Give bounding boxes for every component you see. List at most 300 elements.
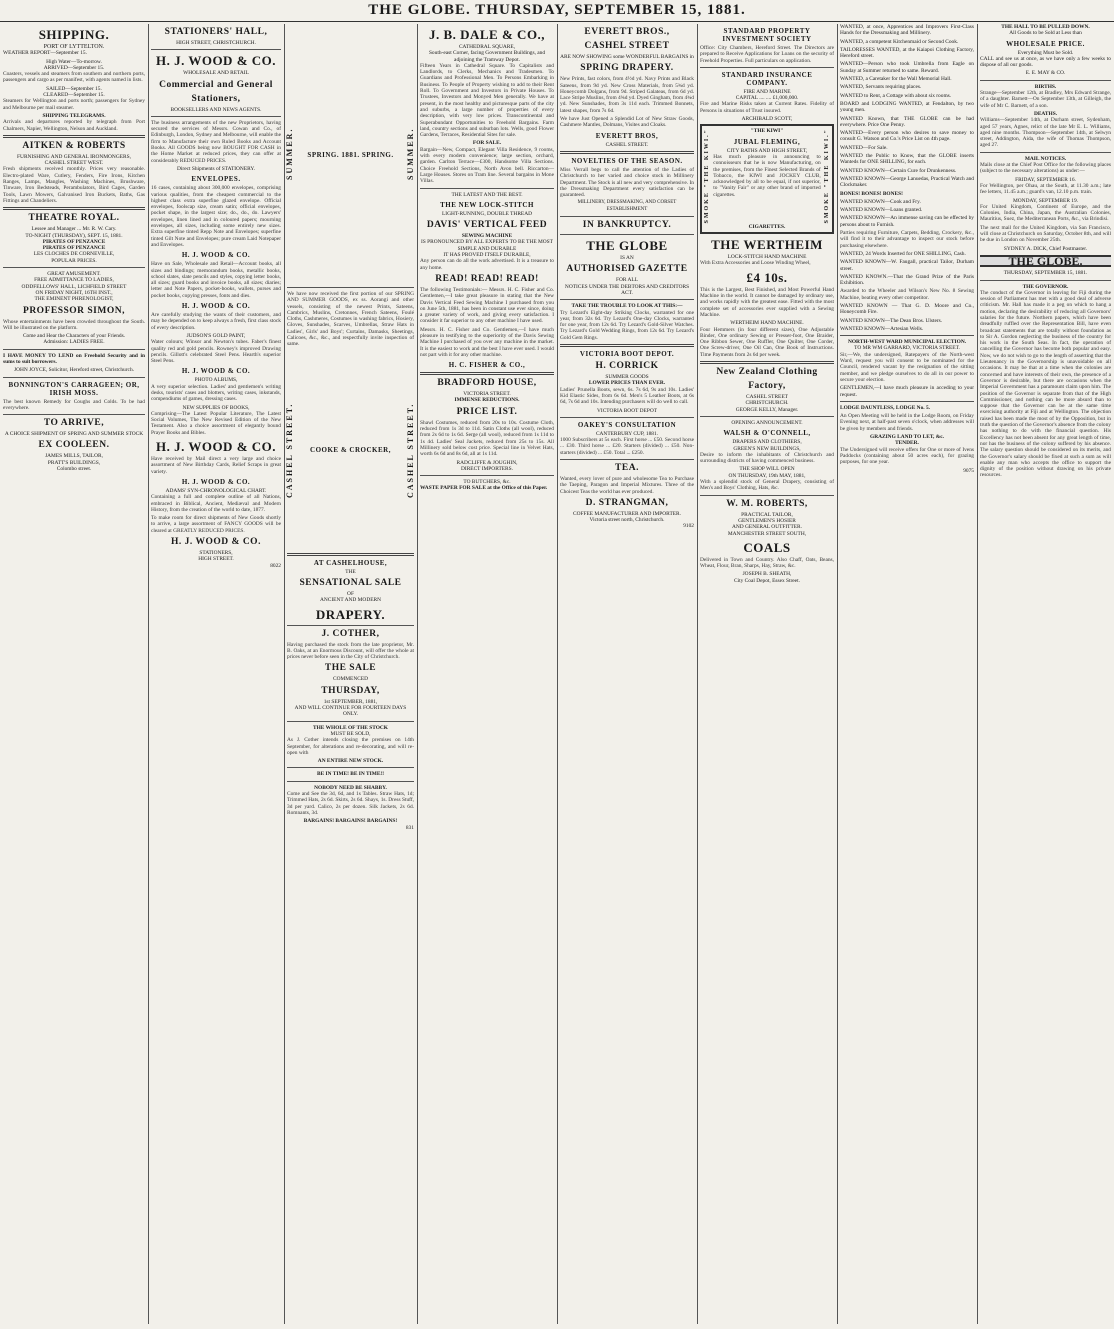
divider bbox=[420, 475, 554, 476]
money-signature: JOHN JOYCE, Solicitor, Hereford street, Christchurch. bbox=[13, 367, 134, 374]
column-5 bbox=[557, 24, 697, 1324]
victoria-street: VICTORIA STREET. bbox=[463, 391, 511, 398]
divider bbox=[3, 267, 145, 268]
divider bbox=[700, 361, 834, 364]
immense-reductions: IMMENSE REDUCTIONS. bbox=[454, 397, 520, 404]
cooke-crocker-block bbox=[287, 350, 414, 550]
divider bbox=[287, 767, 414, 768]
filler-text: For United Kingdom, Continent of Europe, and the Colonies, India, China, Japan, the Australian Colonies, Mauritius, Suez, the Mediterranean Ports, &c., via Brindisi. bbox=[980, 203, 1111, 223]
filler-text: Messrs. H. C. Fisher and Co. Gentlemen,—I have much pleasure in testifying to the superiority of the Davis Sewing Machine I purchased of you over any machine in the market. It is the easiest to work and the best I have ever used. I would not part with it for any other machine. bbox=[420, 326, 554, 358]
archibald-scott: ARCHIBALD SCOTT, bbox=[741, 116, 793, 123]
postmaster: SYDNEY A. DICK, Chief Postmaster. bbox=[1003, 245, 1088, 252]
strangman-sub: COFFEE MANUFACTURER AND IMPORTER. bbox=[572, 510, 681, 517]
divider bbox=[287, 625, 414, 626]
theatre-heading: THEATRE ROYAL. bbox=[28, 213, 120, 224]
kiwi-ad-box bbox=[700, 124, 834, 234]
wanted-3: WANTED—Person who took Umbrella from Eagle on Sunday at Summer returned to same. Reward. bbox=[840, 61, 974, 74]
theatre-tonight: TO-NIGHT (THURSDAY), SEPT. 15, 1881. bbox=[25, 232, 123, 239]
read-read: READ! READ! READ! bbox=[435, 273, 539, 284]
stationers-3: STATIONERS, bbox=[199, 550, 233, 557]
filler-text: Are carefully studying the wants of their customers, and may be depended on to keep always a fresh, first class stock of every description. bbox=[151, 312, 281, 331]
theatre-lessee: Lessee and Manager ... Mr. R. W. Cary. bbox=[31, 226, 117, 233]
christchurch: CHRISTCHURCH. bbox=[745, 400, 789, 407]
direct-shipments: Direct Shipments of STATIONERY. bbox=[177, 165, 255, 172]
filler-text: For Wellington, per Ohau, at the South, at 11.30 a.m.; late fee letters, 11.45 a.m.; guard's van, 12.10 p.m. train. bbox=[980, 182, 1111, 196]
filler-text: The best known Remedy for Coughs and Colds. To be had everywhere. bbox=[3, 398, 145, 411]
filler-text: Strange—September 12th, at Bradley, Mrs Edward Strange, of a daughter. Barnett—On September 13th, at Gilleigh, the wife of Mr C. Barnett, of a son. bbox=[980, 90, 1111, 109]
filler-text: Desire to inform the inhabitants of Christchurch and surrounding districts of having commenced business. bbox=[700, 451, 834, 465]
filler-text: Bargain—New, Compact, Elegant Villa Residence, 9 rooms, with every modern convenience; large section, orchard, garden. Carlton Terrace—£300, Handsome Villa Sections. Choice Freehold Sections, North Avon bell. Riccarton—Large Houses. Stores on Tram line. Several bargains in Mone Villas. bbox=[420, 146, 554, 185]
wanted-20: WANTED KNOWN—The Dean Bros. Ulsters. bbox=[840, 317, 943, 324]
sold-less: All Goods to be Sold at Less than bbox=[1009, 30, 1082, 37]
lockstitch-heading: THE NEW LOCK-STITCH bbox=[440, 200, 534, 209]
spring-heading: SPRING. 1881. SPRING. bbox=[307, 150, 394, 159]
filler-text: Try Lezard's Eight-day Striking Clocks, warranted for one year, from 32s 6d. Try Lezard's One-day Clocks, warranted for one year, from 12s 6d. Try Lezard's Gold-Silver Watches. Try Lezard's Gold Wedding Rings, from 12s 6d. Try Lezard's Gold Gem Rings. bbox=[560, 309, 694, 341]
filler-text: Fifteen Years in Cathedral Square. To Capitalists and Landlords, to Clerks, Mechanics and Tradesmen. To Guardians and Professional Men. To Persons Embarking in Business. To People of Property wishing to add to their Rent Roll. To Government and Investors in Private Houses. To Trustees, Investors and Monyed Men generally. We have at present, in the most healthy and picturesque parts of the city and suburbs, a large number of properties of every description, with very low prices. Transcontinental and Superabundant Opportunities to Freehold Bargains. Farm land, country sections and suburban lots. Wells, good Flower Gardens, Terraces, Residential Sites for sale. bbox=[420, 62, 554, 139]
divider bbox=[287, 721, 414, 722]
wertheim-price: £4 10s. bbox=[746, 269, 788, 285]
masthead: THE GLOBE. THURSDAY, SEPTEMBER 15, 1881. bbox=[0, 0, 1114, 22]
continue-days: AND WILL CONTINUE FOR FOURTEEN DAYS ONLY. bbox=[294, 705, 407, 718]
filler-text: The Undersigned will receive offers for One or more of Ivens Paddocks (containing about 50 acres each), for grazing purposes, for one year. bbox=[840, 446, 974, 466]
globe-title: THE GLOBE. bbox=[980, 255, 1111, 267]
filler-text: Awarded to the Wheeler and Wilson's New No. 8 Sewing Machine, beating every other competitor. bbox=[840, 288, 974, 301]
divider bbox=[151, 116, 281, 117]
column-7 bbox=[837, 24, 977, 1324]
column-1 bbox=[0, 24, 148, 1324]
grazing-land: GRAZING LAND TO LET, &c. bbox=[870, 434, 944, 441]
must-be-sold: MUST BE SOLD, bbox=[330, 730, 371, 737]
wertheim-hand-machine: WERTHEIM HAND MACHINE. bbox=[730, 320, 804, 327]
high-street: HIGH STREET, CHRISTCHURCH. bbox=[176, 40, 256, 46]
mail-notices: MAIL NOTICES. bbox=[1024, 155, 1067, 162]
divider bbox=[700, 67, 834, 68]
filler-text: With a splendid stock of General Drapery, consisting of Men's and Boys' Clothing, Hats, &c. bbox=[700, 479, 834, 492]
high-water: High Water—To-morrow. bbox=[46, 58, 102, 65]
cashel-street-2: CASHEL STREET. bbox=[605, 141, 649, 148]
cigarettes: CIGARETTES. bbox=[748, 223, 786, 230]
spring-drapery: SPRING DRAPERY. bbox=[580, 63, 674, 74]
cathedral-square: CATHEDRAL SQUARE, bbox=[458, 44, 516, 50]
cloches: LES CLOCHES DE CORNEVILLE, bbox=[33, 251, 115, 258]
coals: COALS bbox=[743, 539, 791, 555]
booksellers: BOOKSELLERS AND NEWS AGENTS. bbox=[170, 106, 262, 113]
phren-sub: Come and Hear the Characters of your Friends. bbox=[22, 333, 126, 340]
filler-text: Sir,—We, the undersigned, Ratepayers of the North-west Ward, request you will consent to be nominated for the Council, rendered vacant by the resignation of the sitting member, and we pledge ourselves to do all in our power to secure your election. bbox=[840, 351, 974, 383]
standard-property: STANDARD PROPERTY INVESTMENT SOCIETY bbox=[722, 27, 812, 43]
wm-roberts: W. M. ROBERTS, bbox=[726, 498, 808, 509]
column-3 bbox=[284, 24, 417, 1324]
lower-prices: LOWER PRICES THAN EVER. bbox=[588, 380, 666, 387]
lockstitch-hand: LOCK-STITCH HAND MACHINE bbox=[727, 254, 807, 261]
nz-clothing: New Zealand Clothing bbox=[716, 367, 818, 378]
judsons-paint: JUDSON'S GOLD PAINT, bbox=[186, 332, 246, 339]
governor-heading: THE GOVERNOR. bbox=[1022, 283, 1069, 290]
filler-text: We have now received the first portion of our SPRING AND SUMMER GOODS, ex ss. Aorangi and other vessels, consisting of the newest Prints, Sateens, Cambrics, Muslins, Cretonnes, French Sateens, Foulé Cloths, Cashmeres, Costumes in washing fabrics, Hosiery, Gloves, Sunshades, Scarves, Umbrellas, Straw Hats in Ladies', Girls' and Boys'; Curtains, Damasks, Sheetings, Calicoes, &c., &c., and respectfully invite inspection of same. bbox=[287, 291, 414, 348]
divider bbox=[287, 553, 414, 556]
oddfellows-hall: ODDFELLOWS' HALL, LICHFIELD STREET bbox=[21, 283, 127, 290]
filler-text: MILLINERY, DRESSMAKING, AND CORSET ESTABLISHMENT bbox=[577, 200, 677, 212]
lodge-dauntless: LODGE DAUNTLESS, LODGE No. 5. bbox=[840, 404, 931, 411]
of: OF bbox=[347, 590, 354, 597]
kiwi-ad-inner bbox=[704, 128, 830, 224]
telegrams-heading: SHIPPING TELEGRAMS. bbox=[42, 112, 106, 119]
hj-wood-5: H. J. WOOD & CO. bbox=[155, 439, 277, 455]
ex-cooleen: EX COOLEEN. bbox=[38, 440, 110, 451]
wanted-17: WANTED KNOWN—W. Faugall, practical Tailor, Durham street. bbox=[840, 259, 974, 272]
whole-stock: THE WHOLE OF THE STOCK bbox=[313, 724, 388, 731]
wanted-21: WANTED KNOWN—Artesian Wells. bbox=[840, 325, 924, 332]
arrived-heading: ARRIVED—September 15. bbox=[43, 64, 105, 71]
filler-text: The business arrangements of the new Proprietors, having secured the services of Messrs. Cowan and Co., of Edinburgh, London, Sydney and Melbourne, will enable the firm to Manufacture their own Ruled Books and Account Books. All GOODS being now BOUGHT FOR CASH in the Home Market at reduced prices, they can offer at considerably REDUCED PRICES. bbox=[151, 119, 281, 164]
wanted-15: WANTED KNOWN—An immense saving can be effected by persons about to Furnish. bbox=[840, 215, 974, 228]
divider bbox=[560, 151, 694, 154]
everett-heading: EVERETT BROS., bbox=[584, 27, 670, 37]
aitken-address: CASHEL STREET WEST. bbox=[44, 160, 104, 167]
nobody-shabby: NOBODY NEED BE SHABBY. bbox=[314, 784, 387, 791]
hj-wood-heading: H. J. WOOD & CO. bbox=[155, 53, 277, 69]
thursday: THURSDAY, bbox=[321, 685, 380, 696]
general-outfitter: AND GENERAL OUTFITTER. bbox=[731, 524, 803, 531]
divider bbox=[700, 495, 834, 496]
the: THE bbox=[345, 568, 356, 575]
high-street-2: HIGH STREET. bbox=[198, 556, 234, 563]
victoria-boot-depot-2: VICTORIA BOOT DEPOT bbox=[597, 407, 657, 414]
tailoresses: TAILORESSES WANTED, at the Kaiapoi Clothing Factory, Hereford street. bbox=[840, 46, 974, 60]
divider bbox=[287, 781, 414, 782]
stationers-hall-heading: STATIONERS' HALL, bbox=[164, 27, 268, 37]
filler-text: Office: City Chambers, Hereford Street. The Directors are prepared to Receive Applications for Loans on the security of Freehold Properties. Full particulars on application. bbox=[700, 45, 834, 64]
filler-text: The next mail for the United Kingdom, via San Francisco, will close at Christchurch on Saturday, October 8th, and will be due in London on November 25th. bbox=[980, 224, 1111, 244]
filler-text: Any person can do all the work advertised. It is a treasure to any home. bbox=[420, 258, 554, 271]
drapery: DRAPERY. bbox=[315, 606, 386, 622]
strangman-address: Victoria street north, Christchurch. bbox=[589, 517, 665, 524]
fire-marine: FIRE AND MARINE bbox=[743, 88, 791, 95]
filler-text: Arrivals and departures reported by telegraph from Port Chalmers, Napier, Wellington, Nelson and Auckland. bbox=[3, 119, 145, 132]
wanted-18: WANTED KNOWN.—That the Grand Prize of the Paris Exhibition. bbox=[840, 273, 974, 287]
everything-sold: Everything Must be Sold. bbox=[1017, 49, 1074, 56]
divider bbox=[560, 216, 694, 217]
sewing-machine: SEWING MACHINE bbox=[461, 233, 513, 240]
summer-vertical-1: SUMMER. bbox=[285, 127, 294, 181]
divider bbox=[980, 152, 1111, 153]
standard-insurance: STANDARD INSURANCE COMPANY. bbox=[721, 70, 813, 87]
ad-number: 9075 bbox=[963, 467, 974, 474]
for-all: FOR ALL bbox=[615, 277, 638, 284]
friday-night: ON FRIDAY NIGHT, 16TH INST., bbox=[35, 289, 113, 296]
cashel-street-heading: CASHEL STREET bbox=[584, 41, 670, 51]
great-amusement: GREAT AMUSEMENT. bbox=[47, 271, 101, 278]
divider bbox=[980, 280, 1111, 281]
pirates-2: PIRATES OF PENZANCE bbox=[42, 245, 106, 252]
wertheim-heading: THE WERTHEIM bbox=[711, 237, 823, 253]
divider bbox=[3, 377, 145, 378]
victoria-boot-depot: VICTORIA BOOT DEPOT. bbox=[579, 350, 675, 359]
call-text: CALL and see us at once, as we have only a few weeks to dispose of all our goods. bbox=[980, 55, 1111, 69]
smoke-kiwi-vertical-1: SMOKE "THE KIWI." bbox=[704, 128, 710, 224]
notices-debtors: NOTICES UNDER THE DEBTORS AND CREDITORS ACT. bbox=[564, 283, 690, 296]
is-an: IS AN bbox=[620, 255, 634, 262]
popular-prices: POPULAR PRICES. bbox=[51, 257, 97, 264]
divider bbox=[420, 372, 554, 375]
ad-number: 831 bbox=[405, 824, 414, 831]
j-cother: J. COTHER, bbox=[321, 628, 380, 639]
new-supplies: NEW SUPPLIES OF BOOKS, bbox=[182, 404, 250, 411]
filler-text: Steamers for Wellington and ports north; passengers for Sydney and Melbourne per mail steamer. bbox=[3, 98, 145, 111]
wanted-10: WANTED the Public to Know, that the GLOBE inserts Wanteds for ONE SHILLING, for each. bbox=[840, 153, 974, 166]
filler-text: Comprising—The Latest Popular Literature, The Latest Social Volumes, The New Revised Edition of the New Testament. Also a choice assortment of elegantly bound Prayer Books and Bibles. bbox=[151, 410, 281, 436]
filler-text: Water colours; Winsor and Newton's tubes. Faber's finest quality red and gold pencils. Rowney's improved Drawing pencils. Gillott's celebrated Steel Pens. Hearth's superior Steel Pens. bbox=[151, 339, 281, 365]
aitken-roberts-heading: AITKEN & ROBERTS bbox=[22, 140, 126, 151]
canterbury-cup: CANTERBURY CUP, 1881. bbox=[595, 430, 659, 437]
dale-sub: South-east Corner, facing Government Buildings, and adjoining the Tramway Depot. bbox=[428, 50, 546, 63]
the-sale: THE SALE bbox=[324, 663, 377, 674]
divider bbox=[151, 49, 281, 50]
hall-pulled-down: THE HALL TO BE PULLED DOWN. bbox=[1001, 24, 1090, 30]
filler-text: Coasters, vessels and steamers from southern and northern ports, passengers and cargo as per manifest, with agents named in lists. bbox=[3, 71, 145, 84]
dale-heading: J. B. DALE & CO., bbox=[428, 27, 546, 42]
ad-number: 9102 bbox=[683, 523, 694, 530]
wanted-1: WANTED, at once, Apprentices and Improvers First-Class Hands for the Dressmaking and Millinery. bbox=[840, 24, 974, 37]
wanted-11: WANTED KNOWN—Certain Cure for Drunkenness. bbox=[840, 167, 957, 174]
globe-date: THURSDAY, SEPTEMBER 15, 1881. bbox=[1003, 270, 1088, 277]
friday-sept-16: FRIDAY, SEPTEMBER 16. bbox=[1015, 176, 1076, 183]
novelties-heading: NOVELTIES OF THE SEASON. bbox=[571, 156, 683, 165]
cooke-crocker: COOKE & CROCKER, bbox=[310, 446, 391, 455]
wanted-4: WANTED, a Caretaker for the Wall Memorial Hall. bbox=[840, 76, 952, 83]
capital: CAPITAL .... .... £1,000,000. bbox=[735, 95, 799, 102]
filler-text: Having purchased the stock from the late proprietor, Mr. B. Oaks, at an Enormous Discount, will offer the whole at prices never before seen in the City of Christchurch. bbox=[287, 641, 414, 661]
filler-text: Parties requiring Furniture, Carpets, Bedding, Crockery, &c., will find it to their advantage to inspect our stock before purchasing elsewhere. bbox=[840, 230, 974, 249]
tea-heading: TEA. bbox=[615, 462, 639, 473]
ad-number: 8022 bbox=[270, 562, 281, 569]
commenced: COMMENCED bbox=[332, 676, 369, 683]
hj-wood-6: H. J. WOOD & CO. bbox=[181, 477, 251, 486]
wanted-7: WANTED Known, that THE GLOBE can be had everywhere. Price One Penny. bbox=[840, 115, 974, 128]
oakeys-consultation: OAKEY'S CONSULTATION bbox=[577, 420, 677, 429]
corrick: H. CORRICK bbox=[595, 361, 659, 372]
spring-summer-block bbox=[287, 24, 414, 284]
adams-chart: ADAMS' SYN-CHRONOLOGICAL CHART. bbox=[165, 487, 267, 494]
port-heading: PORT OF LYTTELTON. bbox=[43, 44, 105, 50]
photo-albums: PHOTO ALBUMS, bbox=[194, 377, 238, 384]
cashel-vertical-1: CASHEL STREET. bbox=[285, 401, 294, 498]
wanted-14: WANTED KNOWN—Loans granted. bbox=[840, 207, 923, 214]
filler-text: Williams—September 14th, at Durham street, Sydenham, aged 57 years, Agnes, relict of the late Mr E. L. Williams, aged nine months. Thompson—September 14th, at Selwyn street, Addington, Aida, the wife of Thomas Thompson, aged 27. bbox=[980, 117, 1111, 149]
ancient-modern: ANCIENT AND MODERN bbox=[320, 597, 381, 604]
opening-announcement: OPENING ANNOUNCEMENT. bbox=[731, 419, 803, 426]
wholesale-price: WHOLESALE PRICE. bbox=[1006, 39, 1085, 48]
entire-new-stock: AN ENTIRE NEW STOCK. bbox=[317, 758, 384, 765]
filler-text: 1000 Subscribers at 5s each. First horse ... £50. Second horse ... £30. Third horse ... £20. Starters (divided) ... £50. Non-starters (divided) ... £50. Total ... £250. bbox=[560, 437, 694, 456]
take-trouble: TAKE THE TROUBLE TO LOOK AT THIS:— bbox=[571, 303, 683, 310]
divider bbox=[560, 459, 694, 460]
in-bankruptcy: IN BANKRUPTCY. bbox=[582, 220, 672, 231]
george-kelly: GEORGE KELLY, Manager. bbox=[735, 406, 799, 413]
direct-importers: DIRECT IMPORTERS. bbox=[461, 465, 513, 472]
jubal-fleming: JUBAL FLEMING, bbox=[733, 137, 801, 146]
births-heading: BIRTHS. bbox=[1034, 83, 1057, 90]
filler-text: We have Just Opened a Splendid Lot of New Straw Goods, Cashmere Mantles, Dolmans, Visites and Cloaks. bbox=[560, 116, 694, 129]
garrard: TO MR WM GARRARD, VICTORIA STREET. bbox=[854, 345, 960, 352]
authorised-gazette: AUTHORISED GAZETTE bbox=[566, 264, 688, 275]
cleared-heading: CLEARED—September 15. bbox=[43, 92, 105, 99]
filler-text: Come and See the 3d, 6d, and 1s Tables. Straw Hats, 1d; Trimmed Hats, 2s 6d. Skirts, 2s 6d. Shays, 1s. Dress Stuff, 3d per yard. Calico, 2s per dozen. Silk Jackets, 2s 6d. Romnants, 3d. bbox=[287, 791, 414, 816]
for-sale: FOR SALE. bbox=[472, 140, 502, 147]
sensational-sale: SENSATIONAL SALE bbox=[299, 577, 402, 588]
wanted-16: WANTED, 24 Words Inserted for ONE SHILLING, Cash. bbox=[840, 250, 966, 257]
column-2 bbox=[148, 24, 284, 1324]
envelopes-heading: ENVELOPES. bbox=[191, 175, 241, 184]
filler-text: Four Hemmers (in four different sizes), One Adjustable Binder, One ordinary Sewing or Presser-foot, One Braider, One Ribbon Sewer, One Ruffler, One Quilter, One Corder, One Screw-driver, One Oil Can, One Book of Instructions. Time Payments from 2s 6d per week. bbox=[700, 326, 834, 358]
filler-text: Has much pleasure in announcing to connoisseurs that he is now Manufacturing, on the premises, from the Finest Selected Brands of Tobacco, the KIWI and JOCKEY CLUB, acknowledged by all to be equal, if not superior, to "Vanity Fair" or any other brand of imported cigarettes. bbox=[713, 153, 821, 198]
practical-tailor: PRACTICAL TAILOR, bbox=[741, 511, 793, 518]
strangman: D. STRANGMAN, bbox=[585, 497, 669, 508]
divider bbox=[560, 234, 694, 235]
davis-vertical: DAVIS' VERTICAL FEED bbox=[426, 220, 548, 231]
filler-text: Containing a full and complete outline of all Nations, embraced in Biblical, Ancient, Mediæval and Modern History, from the creation of the world to date, 1877. bbox=[151, 494, 281, 513]
weather-report: WEATHER REPORT—September 15. bbox=[3, 50, 87, 57]
sale-date: 1st SEPTEMBER, 1881, bbox=[323, 698, 378, 705]
filler-text: Miss Verrall begs to call the attention of the Ladies of Christchurch to her varied and choice stock in Millinery Department. The Stock is all new and very comprehensive. In the Dressmaking Department every satisfaction can be guaranteed. bbox=[560, 166, 694, 199]
light-running: LIGHT-RUNNING, DOUBLE THREAD bbox=[442, 210, 532, 217]
to-arrive-text: A CHOICE SHIPMENT OF SPRING AND SUMMER STOCK bbox=[4, 431, 144, 438]
shop-will-open: THE SHOP WILL OPEN bbox=[739, 466, 795, 473]
wanted-19: WANTED KNOWN — That G. D. Moore and Co., Honeycomb Fire. bbox=[840, 302, 974, 316]
divider bbox=[840, 401, 974, 402]
radcliffe: RADCLIFFE & JOUGHIN, bbox=[456, 459, 518, 466]
hj-wood-7: H. J. WOOD & CO. bbox=[171, 537, 261, 548]
filler-text: Wanted, every lover of pure and wholesome Tea to Purchase the Taeping, Paragon and Imperial Mixtures. Three of the Choicest Teas the world has ever produced. bbox=[560, 475, 694, 495]
filler-text: Mails close at the Chief Post Office for the following places (subject to the necessary alterations) as under:— bbox=[980, 162, 1111, 175]
gentlemen-reply: GENTLEMEN,—I have much pleasure in acceding to your request. bbox=[840, 385, 974, 398]
filler-text: Have received by Mail direct a very large and choice assortment of New Birthday Cards, Relief Scraps in great variety. bbox=[151, 456, 281, 475]
free-admittance: FREE ADMITTANCE TO LADIES, bbox=[34, 277, 114, 284]
hj-wood-2: H. J. WOOD & CO. bbox=[181, 251, 251, 260]
column-6 bbox=[697, 24, 837, 1324]
column-4 bbox=[417, 24, 557, 1324]
stationers-line: Stationers, bbox=[191, 93, 241, 104]
filler-text: With Extra Accessories and Loose Winding Wheel, bbox=[700, 260, 811, 267]
phrenologist: THE EMINENT PHRENOLOGIST, bbox=[34, 296, 114, 303]
divider bbox=[560, 299, 694, 300]
filler-text: This is the Largest, Best Finished, and Most Powerful Hand Machine in the world. It cannot be damaged by ordinary use, and works rapidly with the greatest ease. Fitted with the most complete set of accessories ever supplied with a Sewing Machine. bbox=[700, 286, 834, 318]
everett-2: EVERETT BROS, bbox=[595, 131, 659, 140]
bones: BONES! BONES! BONES! bbox=[840, 190, 903, 197]
shipping-heading: SHIPPING. bbox=[38, 27, 110, 42]
divider bbox=[3, 349, 145, 350]
filler-text: Whose entertainments have been crowded throughout the South. Will be illustrated on the platform. bbox=[3, 318, 145, 331]
the-globe-heading: THE GLOBE bbox=[586, 238, 668, 254]
walsh-oconnell: WALSH & O'CONNELL, bbox=[723, 429, 811, 438]
wanted-12: WANTED KNOWN—George Lanuedas, Practical Watch and Clockmaker. bbox=[840, 175, 974, 189]
wanted-8: WANTED—Every person who desires to save money to consult G. Watson and Co.'s Price List on 4th page. bbox=[840, 130, 974, 143]
factory: Factory, bbox=[748, 381, 786, 392]
manchester-street: MANCHESTER STREET SOUTH, bbox=[727, 530, 807, 537]
drapers-clothiers: DRAPERS AND CLOTHIERS, bbox=[732, 439, 802, 446]
sailed-heading: SAILED—September 15. bbox=[46, 85, 102, 92]
may-co: E. E. MAY & CO. bbox=[1025, 70, 1066, 77]
wanted-6: WANTED to Rent, a Cottage with about six rooms. bbox=[840, 92, 952, 99]
filler-text: An Open Meeting will be held in the Lodge Room, on Friday Evening next, at half-past seven o'clock, when addresses will be given by members and friends. bbox=[840, 413, 974, 432]
butchers: TO BUTCHERS, &c. bbox=[463, 479, 511, 486]
money-to-lend: I HAVE MONEY TO LEND on Freehold Security and in sums to suit borrowers. bbox=[3, 352, 145, 365]
filler-text: Ladies' Prunella Boots, sewn, 6s. 7s 6d, 9s and 10s. Ladies' Kid Elastic Sides, from 6s 6d. Men's 5 Leather Boots, at 6s 6d, 7s 6d and 10s. Intending purchasers will do well to call. bbox=[560, 386, 694, 406]
tender: TENDER. bbox=[895, 440, 919, 447]
admission: Admission: LADIES FREE. bbox=[43, 339, 105, 346]
james-mills: JAMES MILLS, TAILOR, bbox=[45, 453, 103, 460]
price-list: PRICE LIST. bbox=[456, 406, 518, 417]
fisher-heading: H. C. FISHER & CO., bbox=[448, 361, 526, 370]
smoke-kiwi-vertical-2: SMOKE "THE KIWI." bbox=[823, 128, 830, 224]
cashelhouse: AT CASHELHOUSE, bbox=[313, 558, 388, 567]
wanted-2: WANTED, a competent Kitchenmaid or Second Cook. bbox=[840, 38, 959, 45]
pratts-buildings: PRATT'S BUILDINGS, bbox=[47, 459, 101, 466]
filler-text: New Prints, fast colors, from 4½d yd. Navy Prints and Black Sateens, from 9d yd. New Cross Materials, from 5¾d yd. Honeycomb Dolgans, from 9d. Striped Galateas, from 6d yd. Lace Stripe Muslins, from 4¾d yd. Dyed Gingham, from 4¾d yd. New Sunshades, from 3s 11d each. Trimmed Bonnets, latest shapes, from 7s 6d. bbox=[560, 76, 694, 114]
wanted-5: WANTED, Servants requiring places. bbox=[840, 84, 922, 91]
latest-best: THE LATEST AND THE BEST. bbox=[451, 191, 523, 198]
cashel-vertical-2: CASHEL STREET. bbox=[405, 401, 415, 498]
divider bbox=[3, 135, 145, 138]
filler-text: A very superior selection. Ladies' and gentlemen's writing desks, tourists' cases and blotters, writing cases, inkstands, compendiums of games, dressing cases. bbox=[151, 383, 281, 403]
wanted-13: WANTED KNOWN—Cook and Fry. bbox=[840, 198, 921, 205]
filler-text: 16 cases, containing about 300,000 envelopes, comprising various qualities, from the cheapest commercial to the highest class extra superfine glazed envelope. Official envelopes, foolscap size, cream satin; official envelopes, pocket shape, in the largest size; do., do., do. Lawyers' envelopes, linen lined and in coloured papers; mourning envelopes, all sizes, including some entirely new sizes. Extra superfine tinted Repp Note and Envelopes; superfine tinted Gilt Note and Envelopes; pure cream Laid Notepaper and Envelopes. bbox=[151, 185, 281, 248]
nw-ward: NORTH-WEST WARD MUNICIPAL ELECTION. bbox=[847, 339, 967, 346]
sheath-address: City Coal Depot, Essex Street. bbox=[734, 577, 800, 584]
kiwi-title: "THE KIWI" bbox=[750, 128, 784, 135]
divider bbox=[840, 335, 974, 336]
bonnington-heading: BONNINGTON'S CARRAGEEN; OR, IRISH MOSS. bbox=[8, 380, 140, 397]
board-lodging: BOARD and LODGING WANTED, at Fendalton, by two young men. bbox=[840, 100, 974, 114]
filler-text: To make room for direct shipments of New Goods shortly to arrive, a large assortment of FANCY GOODS will be cleared at GREATLY REDUCED PRICES. bbox=[151, 515, 281, 534]
filler-text: Delivered in Town and Country. Also Chaff, Oats, Beans, Wheat, Flour, Bran, Sharps, Hay, Straw, &c. bbox=[700, 556, 834, 570]
divider bbox=[560, 344, 694, 347]
hj-wood-4: H. J. WOOD & CO. bbox=[181, 367, 251, 376]
bradford-house: BRADFORD HOUSE, bbox=[437, 378, 537, 389]
filler-text: As J. Cother intends closing the premises on 14th September, for alterations and re-decorating, and will re-open with bbox=[287, 737, 414, 756]
joseph-sheath: JOSEPH B. SHEATH, bbox=[742, 571, 792, 578]
aitken-sub: FURNISHING AND GENERAL IRONMONGERS, bbox=[17, 153, 131, 160]
filler-text: Have on Sale, Wholesale and Retail—Account books, all sizes and bindings; memorandum books, metallic books, school slates, slate pencils and styles, copying letter books, all sizes; guard books and invoice books, all sizes; diaries; letter and Note Papers, pocket-books, wallets, purses and pocket books, copying presses, fonts and dies. bbox=[151, 261, 281, 299]
deaths-heading: DEATHS. bbox=[1033, 110, 1058, 117]
colombo-street: Colombo street. bbox=[56, 466, 92, 473]
pirates-1: PIRATES OF PENZANCE bbox=[42, 238, 106, 245]
greens-buildings: GREEN'S NEW BUILDINGS, bbox=[733, 445, 801, 452]
professor-simon: PROFESSOR SIMON, bbox=[23, 305, 125, 316]
divider bbox=[3, 414, 145, 415]
to-arrive-heading: TO ARRIVE, bbox=[43, 418, 105, 429]
hj-wood-3: H. J. WOOD & CO. bbox=[181, 302, 251, 311]
divider bbox=[420, 188, 554, 189]
proved-durable: IT HAS PROVED ITSELF DURABLE, bbox=[443, 252, 531, 259]
thursday-may: ON THURSDAY, 19th MAY, 1881, bbox=[728, 472, 806, 479]
divider bbox=[3, 207, 145, 210]
wholesale-retail: WHOLESALE AND RETAIL bbox=[183, 70, 249, 77]
divider bbox=[560, 417, 694, 418]
divider bbox=[287, 287, 414, 288]
summer-goods: SUMMER GOODS bbox=[605, 374, 649, 381]
filler-text: Fresh shipments received monthly. Prices very reasonable. Electro-plated Ware, Cutlery, Fenders, Fire Irons, Kitchen Ranges, Lamps, Mangles, Washing Machines, Brushware, Tinware, Iron Bedsteads, Perambulators, Bird Cages, Garden Tools, Lawn Mowers, Galvanised Iron Buckets, Baths, Gas Fittings and Chandeliers. bbox=[3, 166, 145, 204]
waste-paper: WASTE PAPER FOR SALE at the Office of this Paper. bbox=[420, 485, 548, 492]
gentlemens-hosier: GENTLEMEN'S HOSIER bbox=[738, 517, 796, 524]
bargains: BARGAINS! BARGAINS! BARGAINS! bbox=[303, 818, 398, 825]
divider bbox=[980, 80, 1111, 81]
monday-sept-19: MONDAY, SEPTEMBER 19. bbox=[1013, 197, 1078, 204]
excellence: IS PRONOUNCED BY ALL EXPERTS TO BE THE MOST SIMPLE AND DURABLE bbox=[421, 239, 553, 252]
column-8 bbox=[977, 24, 1114, 1324]
now-showing: ARE NOW SHOWING some WONDERFUL BARGAINS in bbox=[560, 54, 694, 60]
commercial-general: Commercial and General bbox=[159, 79, 273, 90]
